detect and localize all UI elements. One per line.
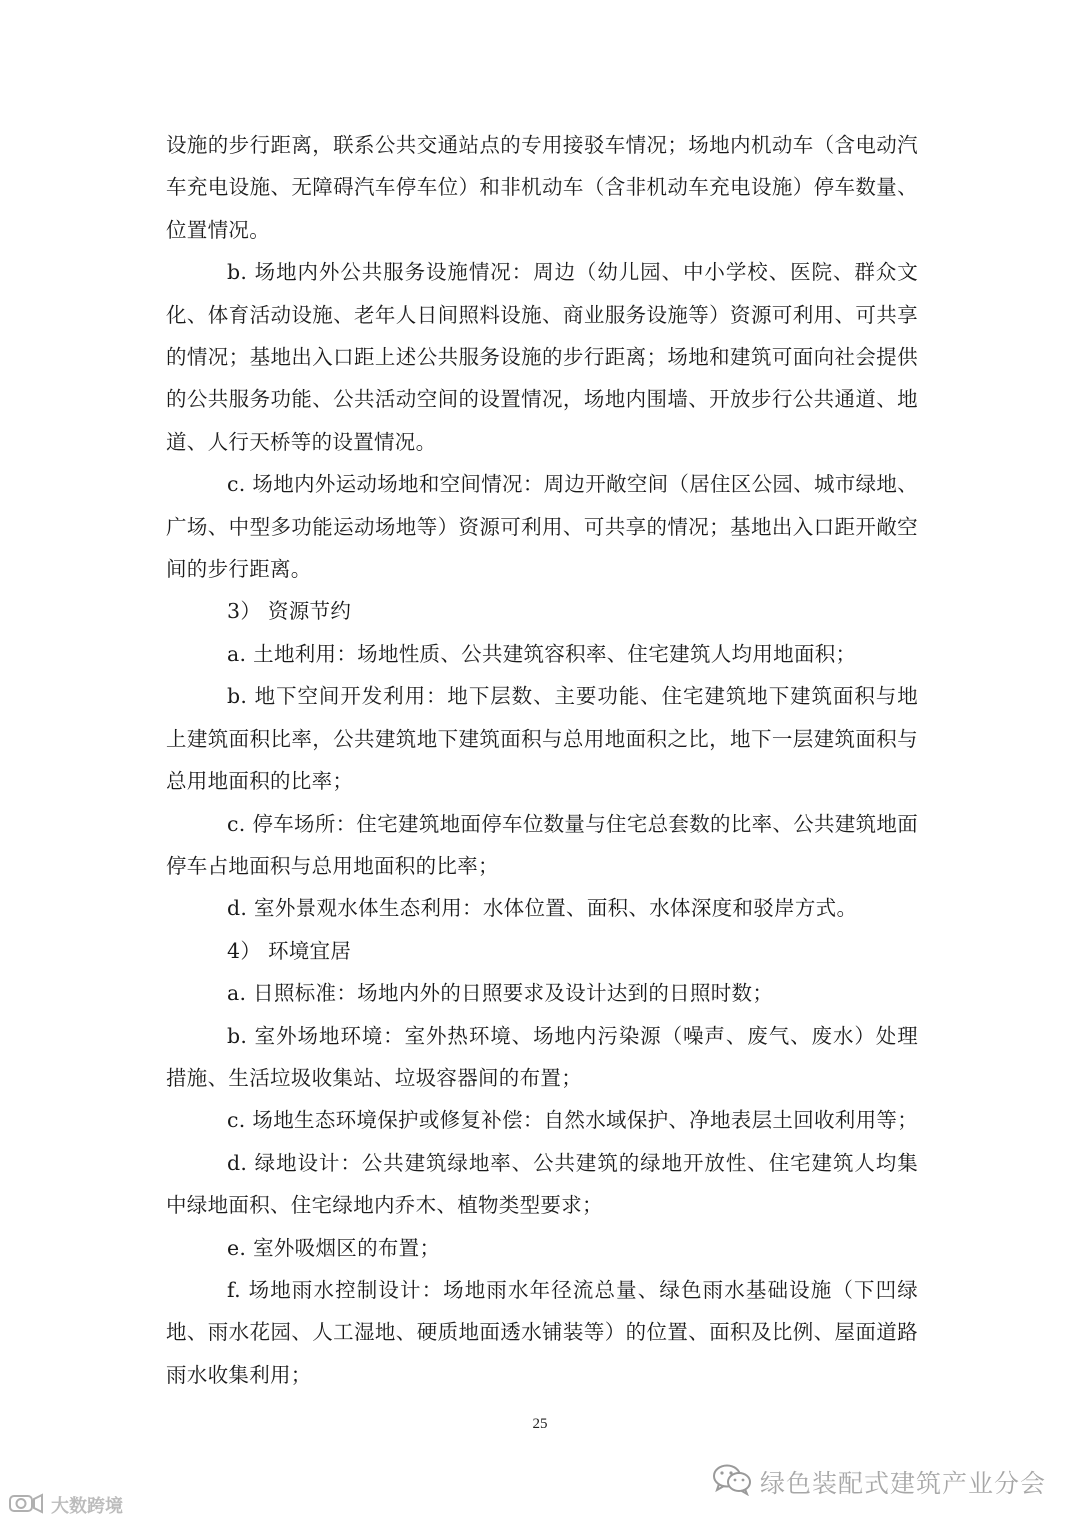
paragraph-2: b. 场地内外公共服务设施情况：周边（幼儿园、中小学校、医院、群众文化、体育活动设施、老年人日间照料设施、商业服务设施等）资源可利用、可共享的情况；基地出入口距上述公共服务设施的步行距离；场地和建筑可面向社会提供的公共服务功能、公共活动空间的设置情况，场地内围墙、开放步行公共通道、地道、人行天桥等的设置情况。	[166, 260, 918, 454]
paragraph-8: d. 室外景观水体生态利用：水体位置、面积、水体深度和驳岸方式。	[227, 896, 858, 921]
paragraph-15: f. 场地雨水控制设计：场地雨水年径流总量、绿色雨水基础设施（下凹绿地、雨水花园、人工湿地、硬质地面透水铺装等）的位置、面积及比例、屋面道路雨水收集利用；	[166, 1277, 918, 1387]
paragraph-1: 设施的步行距离，联系公共交通站点的专用接驳车情况；场地内机动车（含电动汽车充电设施、无障碍汽车停车位）和非机动车（含非机动车充电设施）停车数量、位置情况。	[166, 133, 918, 242]
paragraph-10: a. 日照标准：场地内外的日照要求及设计达到的日照时数；	[227, 981, 774, 1006]
page-number: 25	[532, 1416, 548, 1432]
paragraph-6: b. 地下空间开发利用：地下层数、主要功能、住宅建筑地下建筑面积与地上建筑面积比率，公共建筑地下建筑面积与总用地面积之比，地下一层建筑面积与总用地面积的比率；	[166, 684, 918, 794]
paragraph-14: e. 室外吸烟区的布置；	[227, 1235, 441, 1260]
paragraph-11: b. 室外场地环境：室外热环境、场地内污染源（噪声、废气、废水）处理措施、生活垃圾收集站、垃圾容器间的布置；	[166, 1023, 918, 1090]
wechat-icon	[712, 1462, 752, 1502]
paragraph-3: c. 场地内外运动场地和空间情况：周边开敞空间（居住区公园、城市绿地、广场、中型多功能运动场地等）资源可利用、可共享的情况；基地出入口距开敞空间的步行距离。	[166, 472, 919, 582]
body-text	[166, 124, 918, 1396]
watermark-wechat	[712, 1462, 1046, 1502]
watermark-source	[8, 1490, 123, 1520]
section-heading-4: 4） 环境宜居	[227, 938, 352, 963]
watermark-source-name: 大数跨境	[51, 1496, 123, 1517]
paragraph-12: c. 场地生态环境保护或修复补偿：自然水域保护、净地表层土回收利用等；	[227, 1108, 919, 1133]
paragraph-7: c. 停车场所：住宅建筑地面停车位数量与住宅总套数的比率、公共建筑地面停车占地面积与总用地面积的比率；	[166, 811, 919, 878]
watermark-account-name: 绿色装配式建筑产业分会	[759, 1469, 1046, 1498]
paragraph-5: a. 土地利用：场地性质、公共建筑容积率、住宅建筑人均用地面积；	[227, 641, 857, 666]
section-heading-3: 3） 资源节约	[227, 599, 352, 624]
camera-logo-icon	[8, 1490, 46, 1521]
paragraph-13: d. 绿地设计：公共建筑绿地率、公共建筑的绿地开放性、住宅建筑人均集中绿地面积、住宅绿地内乔木、植物类型要求；	[166, 1150, 918, 1218]
